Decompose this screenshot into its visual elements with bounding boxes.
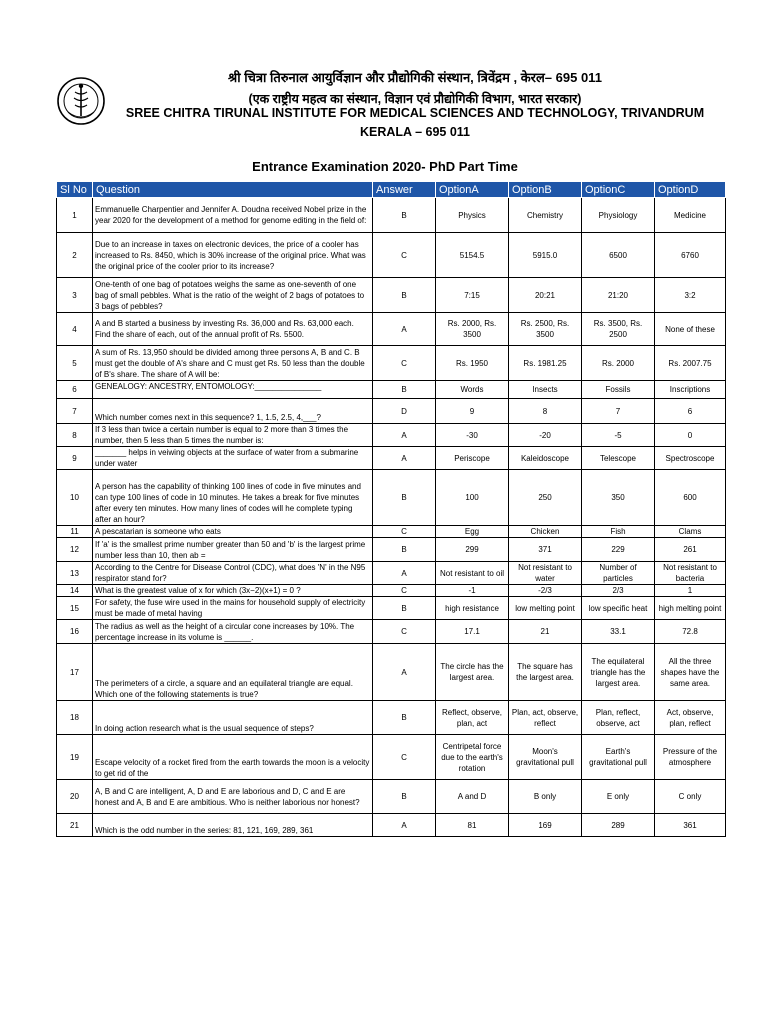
- option-d-cell: 361: [655, 814, 726, 837]
- table-row: [57, 585, 726, 597]
- option-a-cell: Words: [436, 381, 509, 399]
- sl-no-cell: 2: [57, 233, 93, 278]
- table-row: [57, 198, 726, 233]
- option-a-cell: 9: [436, 399, 509, 424]
- sl-no-cell: 21: [57, 814, 93, 837]
- option-c-cell: low specific heat: [582, 597, 655, 620]
- option-b-cell: 5915.0: [509, 233, 582, 278]
- option-a-cell: 100: [436, 470, 509, 526]
- option-d-cell: 261: [655, 538, 726, 562]
- column-header-question: Question: [93, 182, 373, 198]
- sl-no-cell: 1: [57, 198, 93, 233]
- option-d-cell: All the three shapes have the same area.: [655, 644, 726, 701]
- option-d-cell: Inscriptions: [655, 381, 726, 399]
- table-row: [57, 538, 726, 562]
- option-c-cell: 6500: [582, 233, 655, 278]
- option-a-cell: Centripetal force due to the earth's rotation: [436, 735, 509, 780]
- option-a-cell: 81: [436, 814, 509, 837]
- option-d-cell: 600: [655, 470, 726, 526]
- option-d-cell: 3:2: [655, 278, 726, 313]
- exam-title: Entrance Examination 2020- PhD Part Time: [252, 159, 518, 174]
- question-cell: In doing action research what is the usual sequence of steps?: [93, 701, 373, 735]
- question-cell: Escape velocity of a rocket fired from the earth towards the moon is a velocity to get rid of the: [93, 735, 373, 780]
- question-cell: The radius as well as the height of a circular cone increases by 10%. The percentage increase in its volume is ______.: [93, 620, 373, 644]
- option-b-cell: The square has the largest area.: [509, 644, 582, 701]
- option-a-cell: Egg: [436, 526, 509, 538]
- column-header-option-a: OptionA: [436, 182, 509, 198]
- option-c-cell: 289: [582, 814, 655, 837]
- table-row: [57, 814, 726, 837]
- answer-cell: B: [373, 470, 436, 526]
- sl-no-cell: 14: [57, 585, 93, 597]
- question-cell: If 3 less than twice a certain number is equal to 2 more than 3 times the number, then 5 less than 5 times the number is:: [93, 424, 373, 447]
- option-c-cell: 7: [582, 399, 655, 424]
- question-cell: A person has the capability of thinking 100 lines of code in five minutes and can type 100 lines of code in 10 minutes. He takes a break for five minutes after every ten minutes. How many lines of codes will he complete typing after an hour?: [93, 470, 373, 526]
- option-d-cell: 6760: [655, 233, 726, 278]
- table-row: [57, 620, 726, 644]
- option-b-cell: Chicken: [509, 526, 582, 538]
- option-b-cell: 371: [509, 538, 582, 562]
- question-cell: Which number comes next in this sequence? 1, 1.5, 2.5, 4,___?: [93, 399, 373, 424]
- option-a-cell: high resistance: [436, 597, 509, 620]
- table-row: [57, 346, 726, 381]
- option-c-cell: 33.1: [582, 620, 655, 644]
- option-d-cell: Spectroscope: [655, 447, 726, 470]
- sl-no-cell: 20: [57, 780, 93, 814]
- english-title-line1: SREE CHITRA TIRUNAL INSTITUTE FOR MEDICAL SCIENCES AND TECHNOLOGY, TRIVANDRUM: [125, 106, 705, 120]
- question-cell: What is the greatest value of x for which (3x−2)(x+1) = 0 ?: [93, 585, 373, 597]
- option-b-cell: 169: [509, 814, 582, 837]
- option-a-cell: Reflect, observe, plan, act: [436, 701, 509, 735]
- table-row: [57, 233, 726, 278]
- sl-no-cell: 4: [57, 313, 93, 346]
- table-row: [57, 526, 726, 538]
- english-title-line2: KERALA – 695 011: [359, 125, 470, 139]
- option-a-cell: 17.1: [436, 620, 509, 644]
- table-row: [57, 735, 726, 780]
- column-header-sl-no: Sl No: [57, 182, 93, 198]
- answer-cell: B: [373, 597, 436, 620]
- sl-no-cell: 8: [57, 424, 93, 447]
- option-b-cell: 20:21: [509, 278, 582, 313]
- option-b-cell: 250: [509, 470, 582, 526]
- answer-cell: A: [373, 644, 436, 701]
- option-d-cell: 6: [655, 399, 726, 424]
- option-b-cell: Rs. 1981.25: [509, 346, 582, 381]
- question-cell: According to the Centre for Disease Control (CDC), what does 'N' in the N95 respirator stand for?: [93, 562, 373, 585]
- hindi-title-line1: श्री चित्रा तिरुनाल आयुर्विज्ञान और प्रौद्योगिकी संस्थान, त्रिवेंद्रम , केरल– 695 011: [228, 70, 602, 85]
- institute-header: [0, 62, 770, 142]
- answer-cell: A: [373, 424, 436, 447]
- option-a-cell: Periscope: [436, 447, 509, 470]
- option-b-cell: 8: [509, 399, 582, 424]
- column-header-answer: Answer: [373, 182, 436, 198]
- answer-cell: C: [373, 585, 436, 597]
- question-cell: A and B started a business by investing Rs. 36,000 and Rs. 63,000 each. Find the share of each, out of the annual profit of Rs. 5500.: [93, 313, 373, 346]
- option-c-cell: Physiology: [582, 198, 655, 233]
- option-d-cell: 1: [655, 585, 726, 597]
- option-c-cell: -5: [582, 424, 655, 447]
- option-c-cell: Rs. 3500, Rs. 2500: [582, 313, 655, 346]
- sl-no-cell: 10: [57, 470, 93, 526]
- table-row: [57, 381, 726, 399]
- option-a-cell: Physics: [436, 198, 509, 233]
- answer-cell: A: [373, 447, 436, 470]
- table-row: [57, 399, 726, 424]
- option-a-cell: Rs. 1950: [436, 346, 509, 381]
- sl-no-cell: 6: [57, 381, 93, 399]
- sl-no-cell: 15: [57, 597, 93, 620]
- answer-cell: B: [373, 381, 436, 399]
- table-row: [57, 313, 726, 346]
- option-d-cell: high melting point: [655, 597, 726, 620]
- answer-cell: C: [373, 620, 436, 644]
- hindi-title-line2: (एक राष्ट्रीय महत्व का संस्थान, विज्ञान एवं प्रौद्योगिकी विभाग, भारत सरकार): [248, 92, 582, 106]
- answer-cell: A: [373, 814, 436, 837]
- option-d-cell: 0: [655, 424, 726, 447]
- question-cell: One-tenth of one bag of potatoes weighs the same as one-seventh of one bag of small pebbles. What is the ratio of the weight of 2 bags of potatoes to 3 bags of pebbles?: [93, 278, 373, 313]
- question-cell: Emmanuelle Charpentier and Jennifer A. Doudna received Nobel prize in the year 2020 for the development of a method for genome editing in the field of:: [93, 198, 373, 233]
- option-b-cell: -20: [509, 424, 582, 447]
- question-cell: A pescatarian is someone who eats: [93, 526, 373, 538]
- answer-cell: A: [373, 562, 436, 585]
- option-b-cell: B only: [509, 780, 582, 814]
- question-cell: GENEALOGY: ANCESTRY, ENTOMOLOGY:_______________: [93, 381, 373, 399]
- option-a-cell: A and D: [436, 780, 509, 814]
- table-row: [57, 424, 726, 447]
- option-b-cell: 21: [509, 620, 582, 644]
- question-table: [56, 181, 726, 837]
- question-cell: Due to an increase in taxes on electronic devices, the price of a cooler has increased to Rs. 8450, which is 30% increase of the original price. What was the original price of the cooler prior to its increase?: [93, 233, 373, 278]
- option-c-cell: Rs. 2000: [582, 346, 655, 381]
- question-cell: The perimeters of a circle, a square and an equilateral triangle are equal. Which one of the following statements is true?: [93, 644, 373, 701]
- option-a-cell: Rs. 2000, Rs. 3500: [436, 313, 509, 346]
- question-cell: For safety, the fuse wire used in the mains for household supply of electricity must be made of metal having: [93, 597, 373, 620]
- institute-emblem-icon: [56, 76, 106, 126]
- column-header-option-d: OptionD: [655, 182, 726, 198]
- table-row: [57, 701, 726, 735]
- sl-no-cell: 9: [57, 447, 93, 470]
- option-a-cell: 299: [436, 538, 509, 562]
- option-c-cell: Telescope: [582, 447, 655, 470]
- option-b-cell: -2/3: [509, 585, 582, 597]
- column-header-option-b: OptionB: [509, 182, 582, 198]
- sl-no-cell: 5: [57, 346, 93, 381]
- table-row: [57, 447, 726, 470]
- sl-no-cell: 18: [57, 701, 93, 735]
- question-cell: A sum of Rs. 13,950 should be divided among three persons A, B and C. B must get the double of A's share and C must get Rs. 50 less than the double of B's share. The share of A will be:: [93, 346, 373, 381]
- option-c-cell: 229: [582, 538, 655, 562]
- table-row: [57, 644, 726, 701]
- option-b-cell: Not resistant to water: [509, 562, 582, 585]
- answer-cell: C: [373, 735, 436, 780]
- option-d-cell: Not resistant to bacteria: [655, 562, 726, 585]
- answer-cell: C: [373, 526, 436, 538]
- option-c-cell: The equilateral triangle has the largest area.: [582, 644, 655, 701]
- table-row: [57, 597, 726, 620]
- sl-no-cell: 19: [57, 735, 93, 780]
- option-c-cell: E only: [582, 780, 655, 814]
- question-cell: If 'a' is the smallest prime number greater than 50 and 'b' is the largest prime number less than 10, then ab =: [93, 538, 373, 562]
- option-d-cell: None of these: [655, 313, 726, 346]
- sl-no-cell: 13: [57, 562, 93, 585]
- option-d-cell: Clams: [655, 526, 726, 538]
- option-d-cell: 72.8: [655, 620, 726, 644]
- answer-cell: B: [373, 538, 436, 562]
- option-c-cell: 21:20: [582, 278, 655, 313]
- answer-cell: B: [373, 701, 436, 735]
- option-b-cell: Rs. 2500, Rs. 3500: [509, 313, 582, 346]
- question-cell: Which is the odd number in the series: 81, 121, 169, 289, 361: [93, 814, 373, 837]
- table-header-row: [57, 182, 726, 198]
- sl-no-cell: 16: [57, 620, 93, 644]
- column-header-option-c: OptionC: [582, 182, 655, 198]
- option-d-cell: Rs. 2007.75: [655, 346, 726, 381]
- option-c-cell: Fossils: [582, 381, 655, 399]
- option-b-cell: low melting point: [509, 597, 582, 620]
- sl-no-cell: 11: [57, 526, 93, 538]
- option-b-cell: Insects: [509, 381, 582, 399]
- table-row: [57, 562, 726, 585]
- sl-no-cell: 7: [57, 399, 93, 424]
- table-row: [57, 470, 726, 526]
- answer-cell: B: [373, 278, 436, 313]
- option-c-cell: 2/3: [582, 585, 655, 597]
- table-row: [57, 278, 726, 313]
- answer-cell: C: [373, 346, 436, 381]
- option-c-cell: Number of particles: [582, 562, 655, 585]
- option-a-cell: -1: [436, 585, 509, 597]
- option-a-cell: Not resistant to oil: [436, 562, 509, 585]
- answer-cell: C: [373, 233, 436, 278]
- question-cell: _______ helps in veiwing objects at the surface of water from a submarine under water: [93, 447, 373, 470]
- option-b-cell: Kaleidoscope: [509, 447, 582, 470]
- answer-cell: D: [373, 399, 436, 424]
- option-c-cell: Plan, reflect, observe, act: [582, 701, 655, 735]
- sl-no-cell: 3: [57, 278, 93, 313]
- option-b-cell: Chemistry: [509, 198, 582, 233]
- option-d-cell: Medicine: [655, 198, 726, 233]
- option-c-cell: 350: [582, 470, 655, 526]
- option-d-cell: Act, observe, plan, reflect: [655, 701, 726, 735]
- option-b-cell: Moon's gravitational pull: [509, 735, 582, 780]
- option-c-cell: Earth's gravitational pull: [582, 735, 655, 780]
- option-a-cell: 5154.5: [436, 233, 509, 278]
- sl-no-cell: 12: [57, 538, 93, 562]
- question-cell: A, B and C are intelligent, A, D and E are laborious and D, C and E are honest and A, B and E are ambitious. Who is neither laborious nor honest?: [93, 780, 373, 814]
- answer-cell: B: [373, 198, 436, 233]
- option-c-cell: Fish: [582, 526, 655, 538]
- option-a-cell: -30: [436, 424, 509, 447]
- table-row: [57, 780, 726, 814]
- question-table-body: [57, 198, 726, 837]
- option-d-cell: Pressure of the atmosphere: [655, 735, 726, 780]
- option-b-cell: Plan, act, observe, reflect: [509, 701, 582, 735]
- option-a-cell: The circle has the largest area.: [436, 644, 509, 701]
- answer-cell: A: [373, 313, 436, 346]
- answer-cell: B: [373, 780, 436, 814]
- sl-no-cell: 17: [57, 644, 93, 701]
- option-a-cell: 7:15: [436, 278, 509, 313]
- option-d-cell: C only: [655, 780, 726, 814]
